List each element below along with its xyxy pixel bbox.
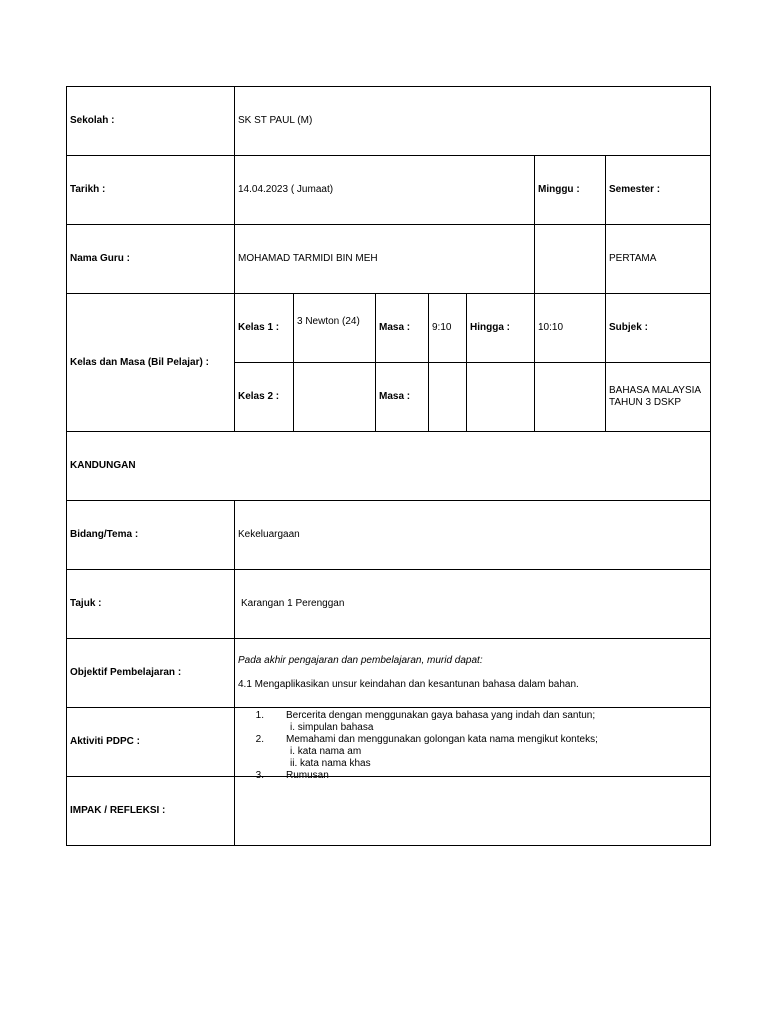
tajuk-label: Tajuk :	[67, 570, 235, 639]
aktiviti-subitem: i. kata nama am	[290, 746, 362, 757]
kelas1-value: 3 Newton (24)	[294, 294, 376, 363]
kelas2-value	[294, 363, 376, 432]
kelas1-masa-value: 9:10	[429, 294, 467, 363]
aktiviti-label: Aktiviti PDPC :	[67, 708, 235, 777]
kelas2-empty-1	[467, 363, 535, 432]
tarikh-label: Tarikh :	[67, 156, 235, 225]
row-impak	[67, 777, 711, 846]
tarikh-value: 14.04.2023 ( Jumaat)	[235, 156, 535, 225]
kelas1-masa-label: Masa :	[376, 294, 429, 363]
bidang-value: Kekeluargaan	[235, 501, 711, 570]
subjek-value: BAHASA MALAYSIA TAHUN 3 DSKP	[606, 363, 711, 432]
kelas1-label: Kelas 1 :	[235, 294, 294, 363]
minggu-label: Minggu :	[535, 156, 606, 225]
row-tarikh	[67, 156, 711, 225]
aktiviti-list	[238, 710, 707, 781]
row-objektif	[67, 639, 711, 708]
bidang-label: Bidang/Tema :	[67, 501, 235, 570]
row-kandungan	[67, 432, 711, 501]
kandungan-heading: KANDUNGAN	[67, 432, 711, 501]
aktiviti-cell	[235, 708, 711, 781]
aktiviti-subitem: i. simpulan bahasa	[290, 722, 374, 733]
row-sekolah	[67, 87, 711, 156]
row-aktiviti	[67, 708, 711, 777]
minggu-value	[535, 225, 606, 294]
tajuk-value: Karangan 1 Perenggan	[235, 570, 711, 639]
kelas2-masa-label: Masa :	[376, 363, 429, 432]
aktiviti-item: 2. Memahami dan menggunakan golongan kata nama mengikut konteks;	[255, 734, 598, 745]
row-nama-guru	[67, 225, 711, 294]
kelas-masa-label: Kelas dan Masa (Bil Pelajar) :	[67, 294, 235, 432]
objektif-intro: Pada akhir pengajaran dan pembelajaran, murid dapat:	[238, 655, 483, 666]
kelas2-empty-2	[535, 363, 606, 432]
objektif-label: Objektif Pembelajaran :	[67, 639, 235, 708]
row-kelas-1	[67, 294, 711, 363]
aktiviti-item: 1. Bercerita dengan menggunakan gaya bahasa yang indah dan santun;	[255, 710, 596, 721]
impak-label: IMPAK / REFLEKSI :	[67, 777, 235, 846]
aktiviti-subitem: ii. kata nama khas	[290, 758, 371, 769]
impak-value	[235, 777, 711, 846]
kelas2-label: Kelas 2 :	[235, 363, 294, 432]
sekolah-value: SK ST PAUL (M)	[235, 87, 711, 156]
subjek-label: Subjek :	[606, 294, 711, 363]
nama-guru-value: MOHAMAD TARMIDI BIN MEH	[235, 225, 535, 294]
hingga-value: 10:10	[535, 294, 606, 363]
row-tajuk	[67, 570, 711, 639]
aktiviti-item: 3. Rumusan	[255, 770, 329, 781]
semester-label: Semester :	[606, 156, 711, 225]
semester-value: PERTAMA	[606, 225, 711, 294]
row-bidang	[67, 501, 711, 570]
kelas2-masa-value	[429, 363, 467, 432]
sekolah-label: Sekolah :	[67, 87, 235, 156]
nama-guru-label: Nama Guru :	[67, 225, 235, 294]
hingga-label: Hingga :	[467, 294, 535, 363]
objektif-item: 4.1 Mengaplikasikan unsur keindahan dan kesantunan bahasa dalam bahan.	[238, 679, 579, 690]
objektif-cell	[235, 639, 711, 708]
lesson-plan-table	[66, 86, 711, 846]
